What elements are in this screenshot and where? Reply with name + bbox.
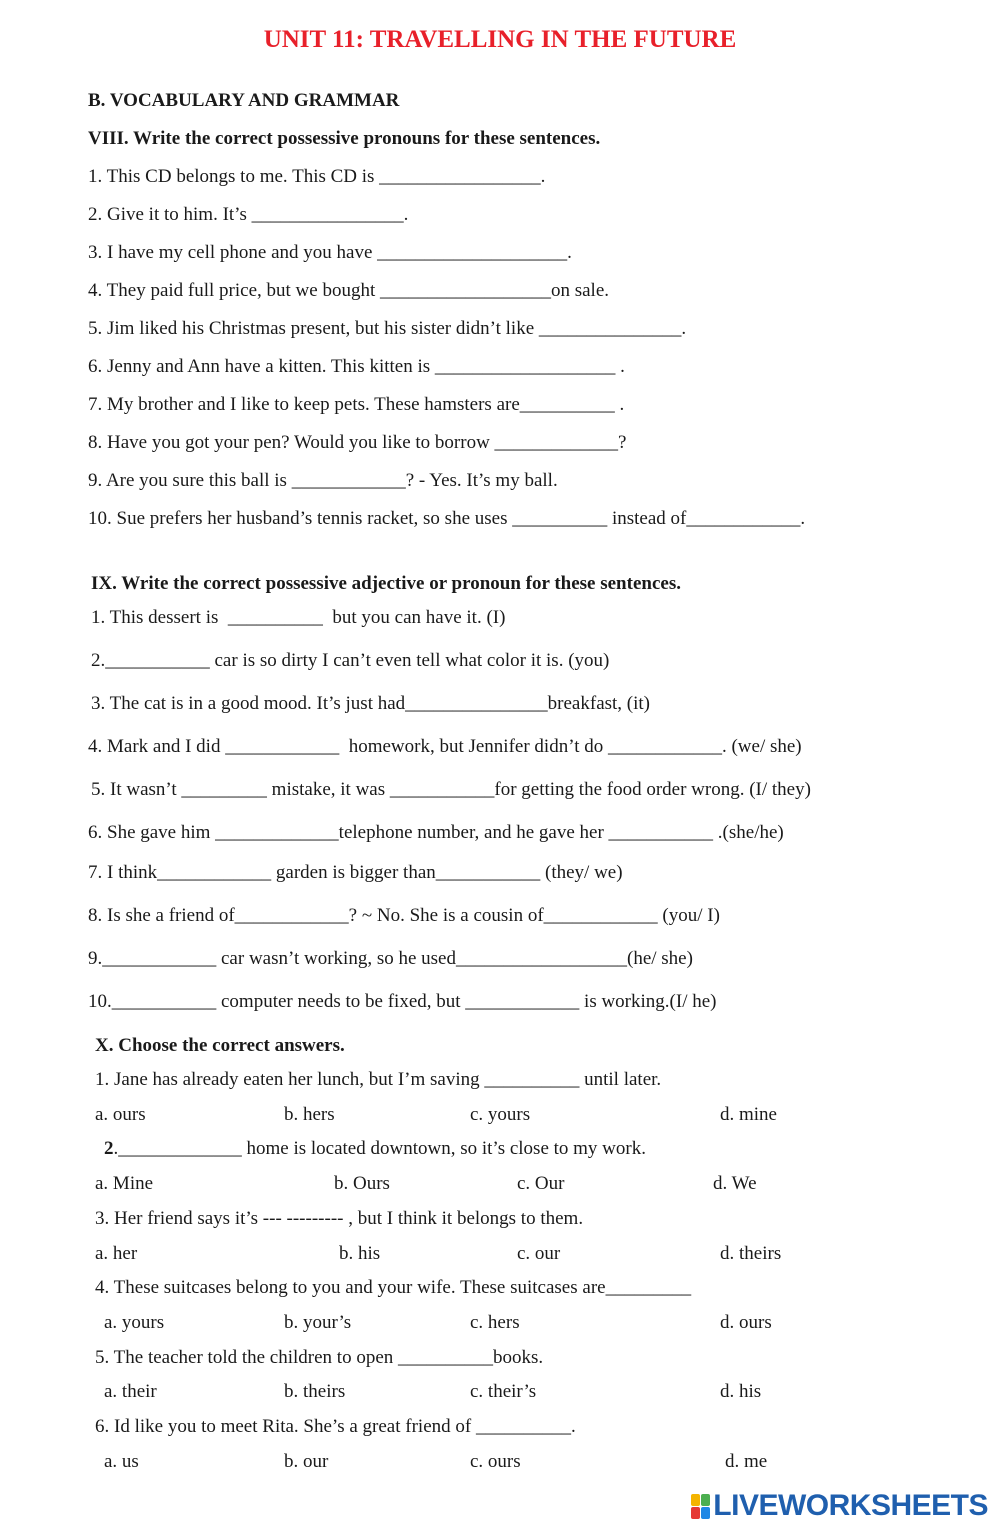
exercise-8-item: 1. This CD belongs to me. This CD is _________________. (88, 166, 546, 187)
section-heading: B. VOCABULARY AND GRAMMAR (88, 90, 400, 111)
option-a: a. Mine (95, 1173, 154, 1194)
option-c: c. yours (470, 1104, 531, 1125)
exercise-9-item: 5. It wasn’t _________ mistake, it was ___________for getting the food order wrong. (I/ they) (91, 779, 811, 800)
exercise-9-item: 2.___________ car is so dirty I can’t even tell what color it is. (you) (91, 650, 610, 671)
exercise-8-item: 5. Jim liked his Christmas present, but his sister didn’t like _______________. (88, 318, 687, 339)
question-text (104, 1138, 646, 1160)
question-body: ._____________ home is located downtown, so it’s close to my work. (113, 1138, 646, 1159)
exercise-9-heading: IX. Write the correct possessive adjective or pronoun for these sentences. (91, 573, 681, 594)
option-b: b. your’s (284, 1312, 352, 1333)
option-c: c. their’s (470, 1381, 537, 1402)
option-b: b. hers (284, 1104, 335, 1125)
option-a: a. ours (95, 1104, 146, 1125)
exercise-9-item: 4. Mark and I did ____________ homework, but Jennifer didn’t do ____________. (we/ she) (88, 736, 802, 757)
question-text: 3. Her friend says it’s --- --------- , but I think it belongs to them. (95, 1208, 584, 1229)
exercise-8-item: 3. I have my cell phone and you have ____________________. (88, 242, 572, 263)
exercise-9-item: 3. The cat is in a good mood. It’s just had_______________breakfast, (it) (91, 693, 651, 714)
logo-text: LIVEWORKSHEETS (713, 1489, 988, 1522)
option-b: b. Ours (334, 1173, 390, 1194)
exercise-8-item: 10. Sue prefers her husband’s tennis racket, so she uses __________ instead of____________. (88, 508, 806, 529)
option-b: b. our (284, 1451, 329, 1472)
exercise-8-item: 9. Are you sure this ball is ____________? - Yes. It’s my ball. (88, 470, 558, 491)
exercise-8-heading: VIII. Write the correct possessive pronouns for these sentences. (88, 128, 601, 149)
option-c: c. ours (470, 1451, 521, 1472)
exercise-8-item: 7. My brother and I like to keep pets. These hamsters are__________ . (88, 394, 625, 415)
option-d: d. We (713, 1173, 757, 1194)
option-c: c. Our (517, 1173, 565, 1194)
liveworksheets-logo (691, 1489, 988, 1523)
page-title: UNIT 11: TRAVELLING IN THE FUTURE (263, 26, 737, 53)
option-d: d. ours (720, 1312, 772, 1333)
option-a: a. us (104, 1451, 139, 1472)
logo-blocks-icon (691, 1493, 711, 1519)
exercise-9-item: 6. She gave him _____________telephone number, and he gave her ___________ .(she/he) (88, 822, 784, 843)
exercise-8-item: 8. Have you got your pen? Would you like to borrow _____________? (88, 432, 627, 453)
exercise-8-item: 4. They paid full price, but we bought __________________on sale. (88, 280, 610, 301)
question-text: 5. The teacher told the children to open __________books. (95, 1347, 544, 1368)
exercise-9-item: 9.____________ car wasn’t working, so he used__________________(he/ she) (88, 948, 693, 969)
option-a: a. yours (104, 1312, 165, 1333)
option-a: a. her (95, 1243, 138, 1264)
exercise-8-item: 2. Give it to him. It’s ________________. (88, 204, 409, 225)
question-number: 2 (104, 1138, 114, 1159)
exercise-10-heading: X. Choose the correct answers. (95, 1035, 345, 1056)
option-b: b. theirs (284, 1381, 346, 1402)
exercise-9-item: 7. I think____________ garden is bigger than___________ (they/ we) (88, 862, 623, 883)
question-text: 1. Jane has already eaten her lunch, but I’m saving __________ until later. (95, 1069, 662, 1090)
exercise-9-item: 1. This dessert is __________ but you can have it. (I) (91, 607, 506, 628)
option-a: a. their (104, 1381, 157, 1402)
exercise-9-item: 10.___________ computer needs to be fixed, but ____________ is working.(I/ he) (88, 991, 717, 1012)
question-text: 4. These suitcases belong to you and your wife. These suitcases are_________ (95, 1277, 692, 1298)
option-b: b. his (339, 1243, 381, 1264)
option-c: c. our (517, 1243, 561, 1264)
option-c: c. hers (470, 1312, 520, 1333)
option-d: d. mine (720, 1104, 777, 1125)
exercise-8-item: 6. Jenny and Ann have a kitten. This kitten is ___________________ . (88, 356, 625, 377)
question-text: 6. Id like you to meet Rita. She’s a great friend of __________. (95, 1416, 576, 1437)
option-d: d. his (720, 1381, 762, 1402)
option-d: d. me (725, 1451, 768, 1472)
exercise-9-item: 8. Is she a friend of____________? ~ No. She is a cousin of____________ (you/ I) (88, 905, 720, 926)
option-d: d. theirs (720, 1243, 782, 1264)
